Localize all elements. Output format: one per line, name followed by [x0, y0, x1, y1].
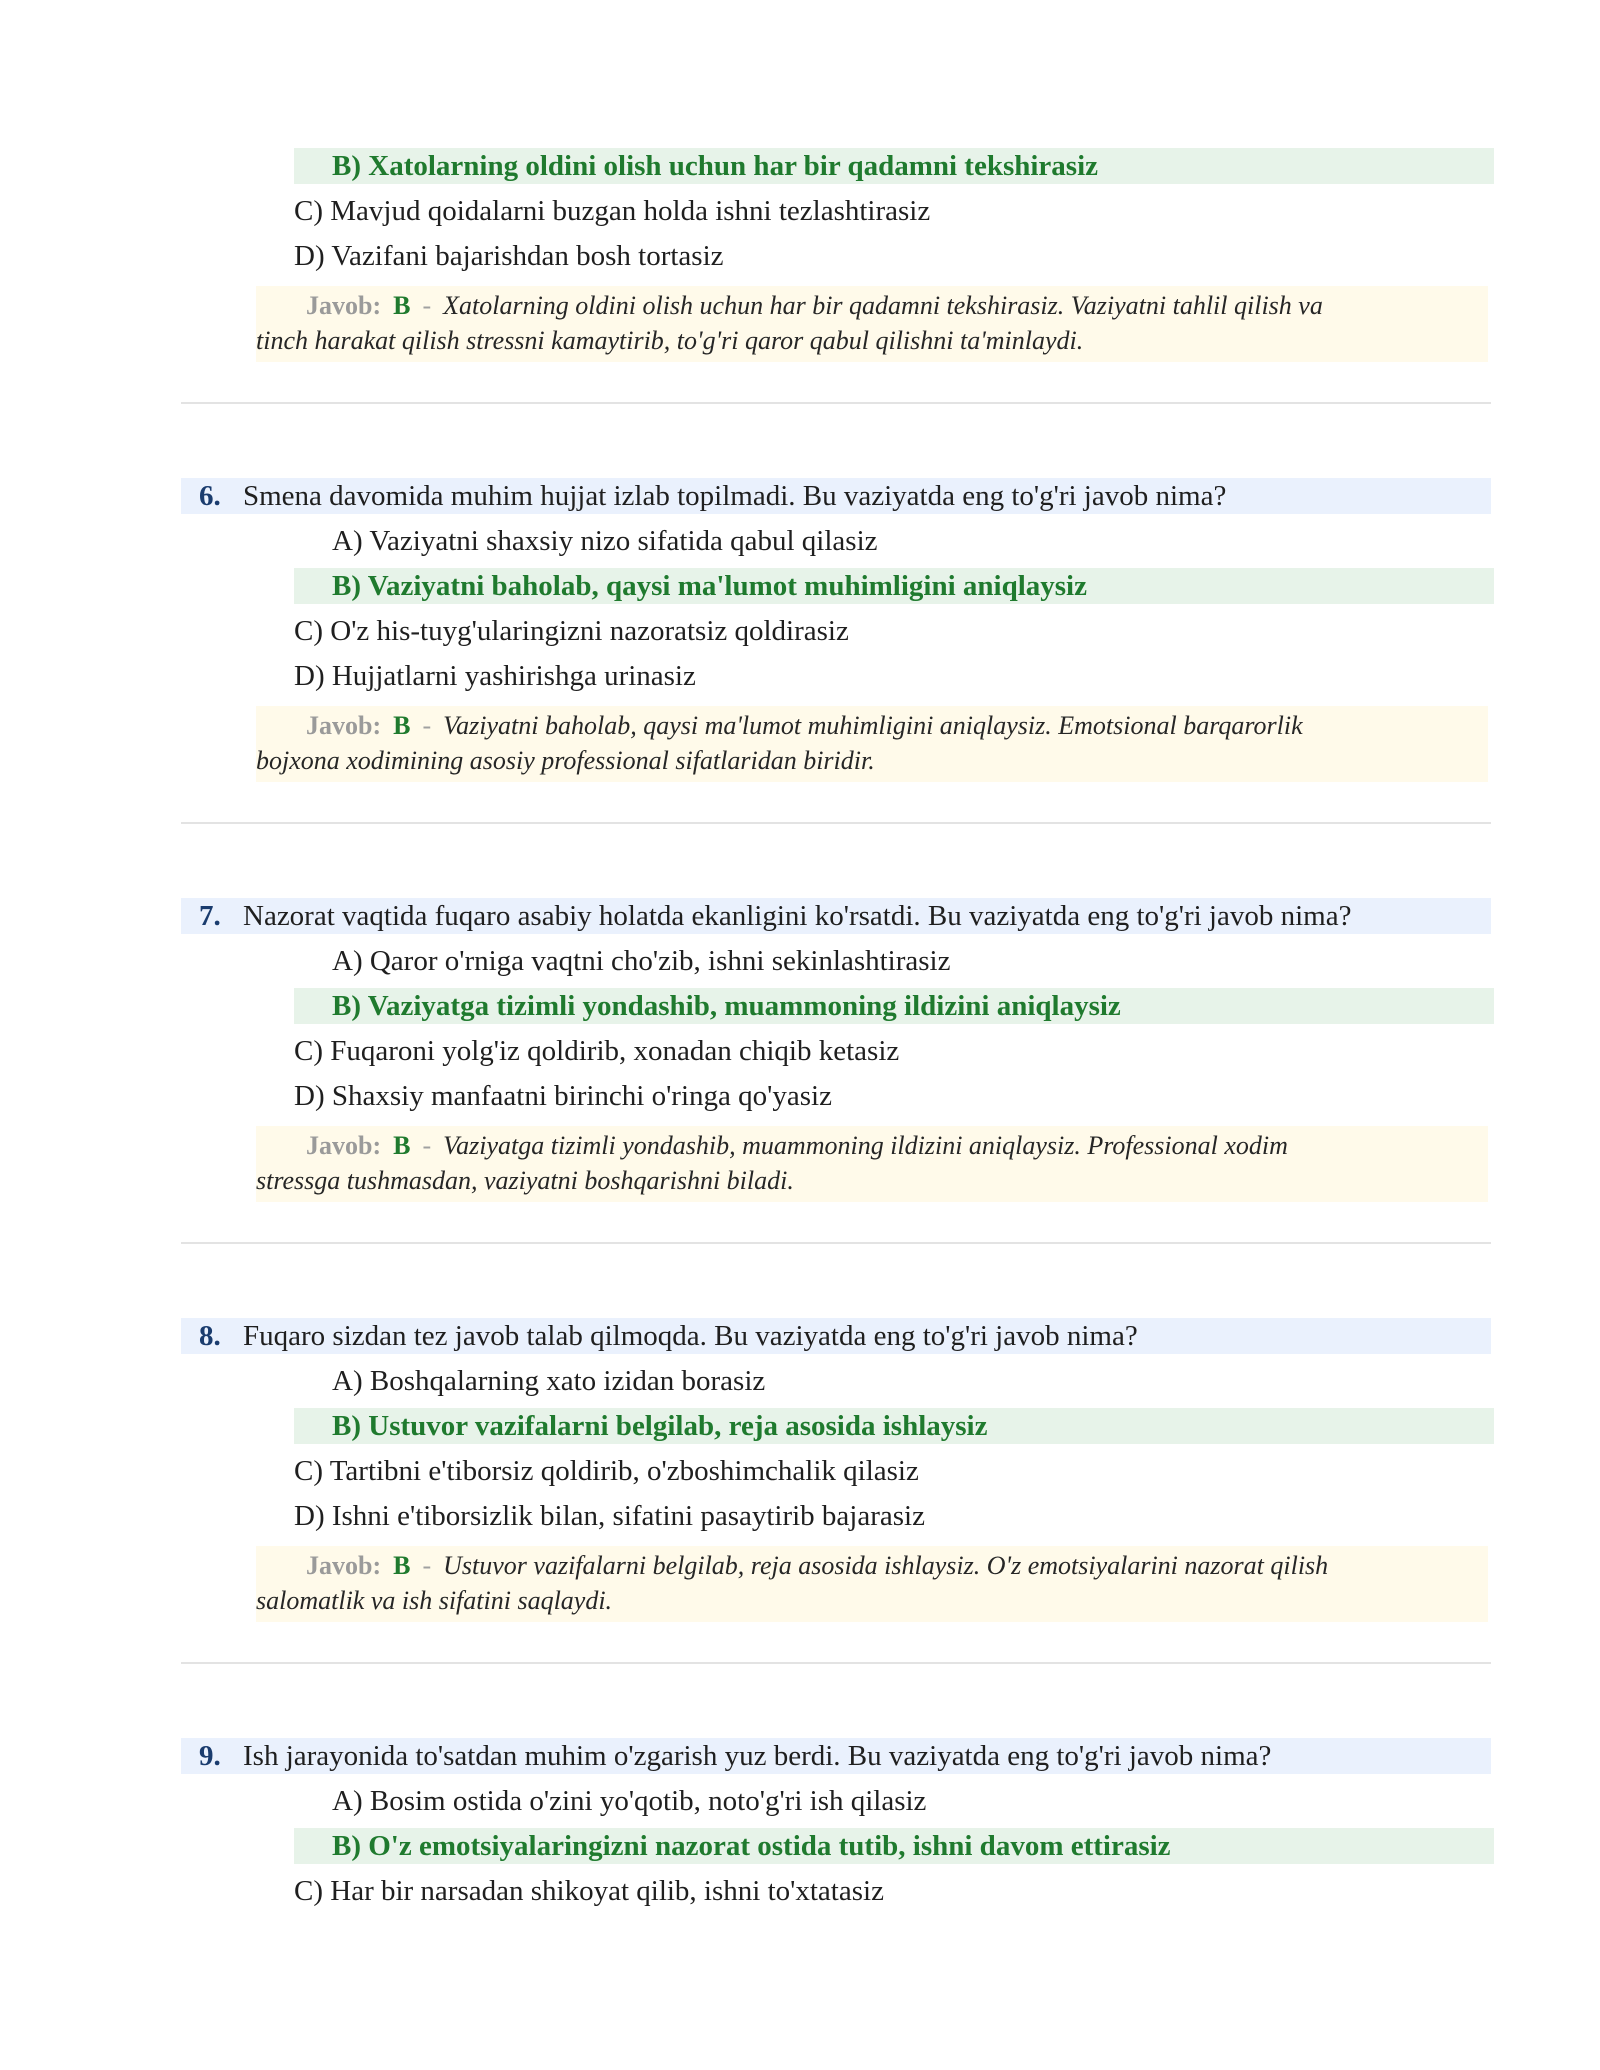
q7-option-d: D) Shaxsiy manfaatni birinchi o'ringa qo'yasiz	[294, 1080, 832, 1112]
answer-explanation-line2: salomatlik va ish sifatini saqlaydi.	[256, 1586, 613, 1615]
answer-explanation-line2: tinch harakat qilish stressni kamaytirib, to'g'ri qaror qabul qilishni ta'minlaydi.	[256, 326, 1084, 355]
answer-explanation-line1: Xatolarning oldini olish uchun har bir qadamni tekshirasiz. Vaziyatni tahlil qilish va	[443, 291, 1323, 320]
question-header	[181, 478, 1491, 514]
answer-dash: -	[422, 711, 432, 740]
answer-explanation-line1: Vaziyatni baholab, qaysi ma'lumot muhimligini aniqlaysiz. Emotsional barqarorlik	[443, 711, 1303, 740]
question-9	[181, 1738, 1491, 1774]
q7-option-a: A) Qaror o'rniga vaqtni cho'zib, ishni sekinlashtirasiz	[332, 945, 951, 977]
question-number: 7.	[199, 900, 221, 932]
q5-option-b-correct: B) Xatolarning oldini olish uchun har bir qadamni tekshirasiz	[294, 148, 1494, 184]
question-header	[181, 1738, 1491, 1774]
answer-label: Javob:	[306, 291, 382, 320]
question-text: Ish jarayonida to'satdan muhim o'zgarish yuz berdi. Bu vaziyatda eng to'g'ri javob nima?	[243, 1740, 1272, 1772]
q7-option-b-correct: B) Vaziyatga tizimli yondashib, muammoning ildizini aniqlaysiz	[294, 988, 1494, 1024]
q7-answer-box	[256, 1126, 1488, 1202]
answer-explanation-line1: Vaziyatga tizimli yondashib, muammoning ildizini aniqlaysiz. Professional xodim	[443, 1131, 1288, 1160]
q8-option-a: A) Boshqalarning xato izidan borasiz	[332, 1365, 766, 1397]
q8-answer-box	[256, 1546, 1488, 1622]
q6-option-b-correct: B) Vaziyatni baholab, qaysi ma'lumot muhimligini aniqlaysiz	[294, 568, 1494, 604]
q7-option-c: C) Fuqaroni yolg'iz qoldirib, xonadan chiqib ketasiz	[294, 1035, 900, 1067]
answer-explanation-line2: stressga tushmasdan, vaziyatni boshqarishni biladi.	[256, 1166, 794, 1195]
section-divider	[181, 1242, 1491, 1244]
answer-dash: -	[422, 291, 432, 320]
q8-option-c: C) Tartibni e'tiborsiz qoldirib, o'zboshimchalik qilasiz	[294, 1455, 919, 1487]
q6-option-d: D) Hujjatlarni yashirishga urinasiz	[294, 660, 696, 692]
answer-label: Javob:	[306, 1131, 382, 1160]
answer-dash: -	[422, 1131, 432, 1160]
question-number: 9.	[199, 1740, 221, 1772]
question-text: Nazorat vaqtida fuqaro asabiy holatda ekanligini ko'rsatdi. Bu vaziyatda eng to'g'ri javob nima?	[243, 900, 1352, 932]
q6-option-c: C) O'z his-tuyg'ularingizni nazoratsiz qoldirasiz	[294, 615, 849, 647]
question-7	[181, 898, 1491, 934]
answer-letter: B	[393, 291, 411, 320]
answer-explanation-line2: bojxona xodimining asosiy professional sifatlaridan biridir.	[256, 746, 875, 775]
answer-letter: B	[393, 711, 411, 740]
answer-letter: B	[393, 1131, 411, 1160]
q6-option-a: A) Vaziyatni shaxsiy nizo sifatida qabul qilasiz	[332, 525, 878, 557]
question-6	[181, 478, 1491, 514]
q8-option-b-correct: B) Ustuvor vazifalarni belgilab, reja asosida ishlaysiz	[294, 1408, 1494, 1444]
answer-explanation-line1: Ustuvor vazifalarni belgilab, reja asosida ishlaysiz. O'z emotsiyalarini nazorat qilish	[443, 1551, 1329, 1580]
question-number: 8.	[199, 1320, 221, 1352]
q5-option-c: C) Mavjud qoidalarni buzgan holda ishni tezlashtirasiz	[294, 195, 931, 227]
q9-option-a: A) Bosim ostida o'zini yo'qotib, noto'g'ri ish qilasiz	[332, 1785, 927, 1817]
section-divider	[181, 402, 1491, 404]
answer-letter: B	[393, 1551, 411, 1580]
q5-option-d: D) Vazifani bajarishdan bosh tortasiz	[294, 240, 724, 272]
answer-label: Javob:	[306, 711, 382, 740]
q5-answer-box	[256, 286, 1488, 362]
q6-answer-box	[256, 706, 1488, 782]
question-text: Smena davomida muhim hujjat izlab topilmadi. Bu vaziyatda eng to'g'ri javob nima?	[243, 480, 1227, 512]
section-divider	[181, 1662, 1491, 1664]
q8-option-d: D) Ishni e'tiborsizlik bilan, sifatini pasaytirib bajarasiz	[294, 1500, 925, 1532]
question-text: Fuqaro sizdan tez javob talab qilmoqda. Bu vaziyatda eng to'g'ri javob nima?	[243, 1320, 1138, 1352]
q9-option-b-correct: B) O'z emotsiyalaringizni nazorat ostida tutib, ishni davom ettirasiz	[294, 1828, 1494, 1864]
question-header	[181, 898, 1491, 934]
answer-dash: -	[422, 1551, 432, 1580]
question-header	[181, 1318, 1491, 1354]
q9-option-c: C) Har bir narsadan shikoyat qilib, ishni to'xtatasiz	[294, 1875, 884, 1907]
question-8	[181, 1318, 1491, 1354]
question-number: 6.	[199, 480, 221, 512]
section-divider	[181, 822, 1491, 824]
answer-label: Javob:	[306, 1551, 382, 1580]
